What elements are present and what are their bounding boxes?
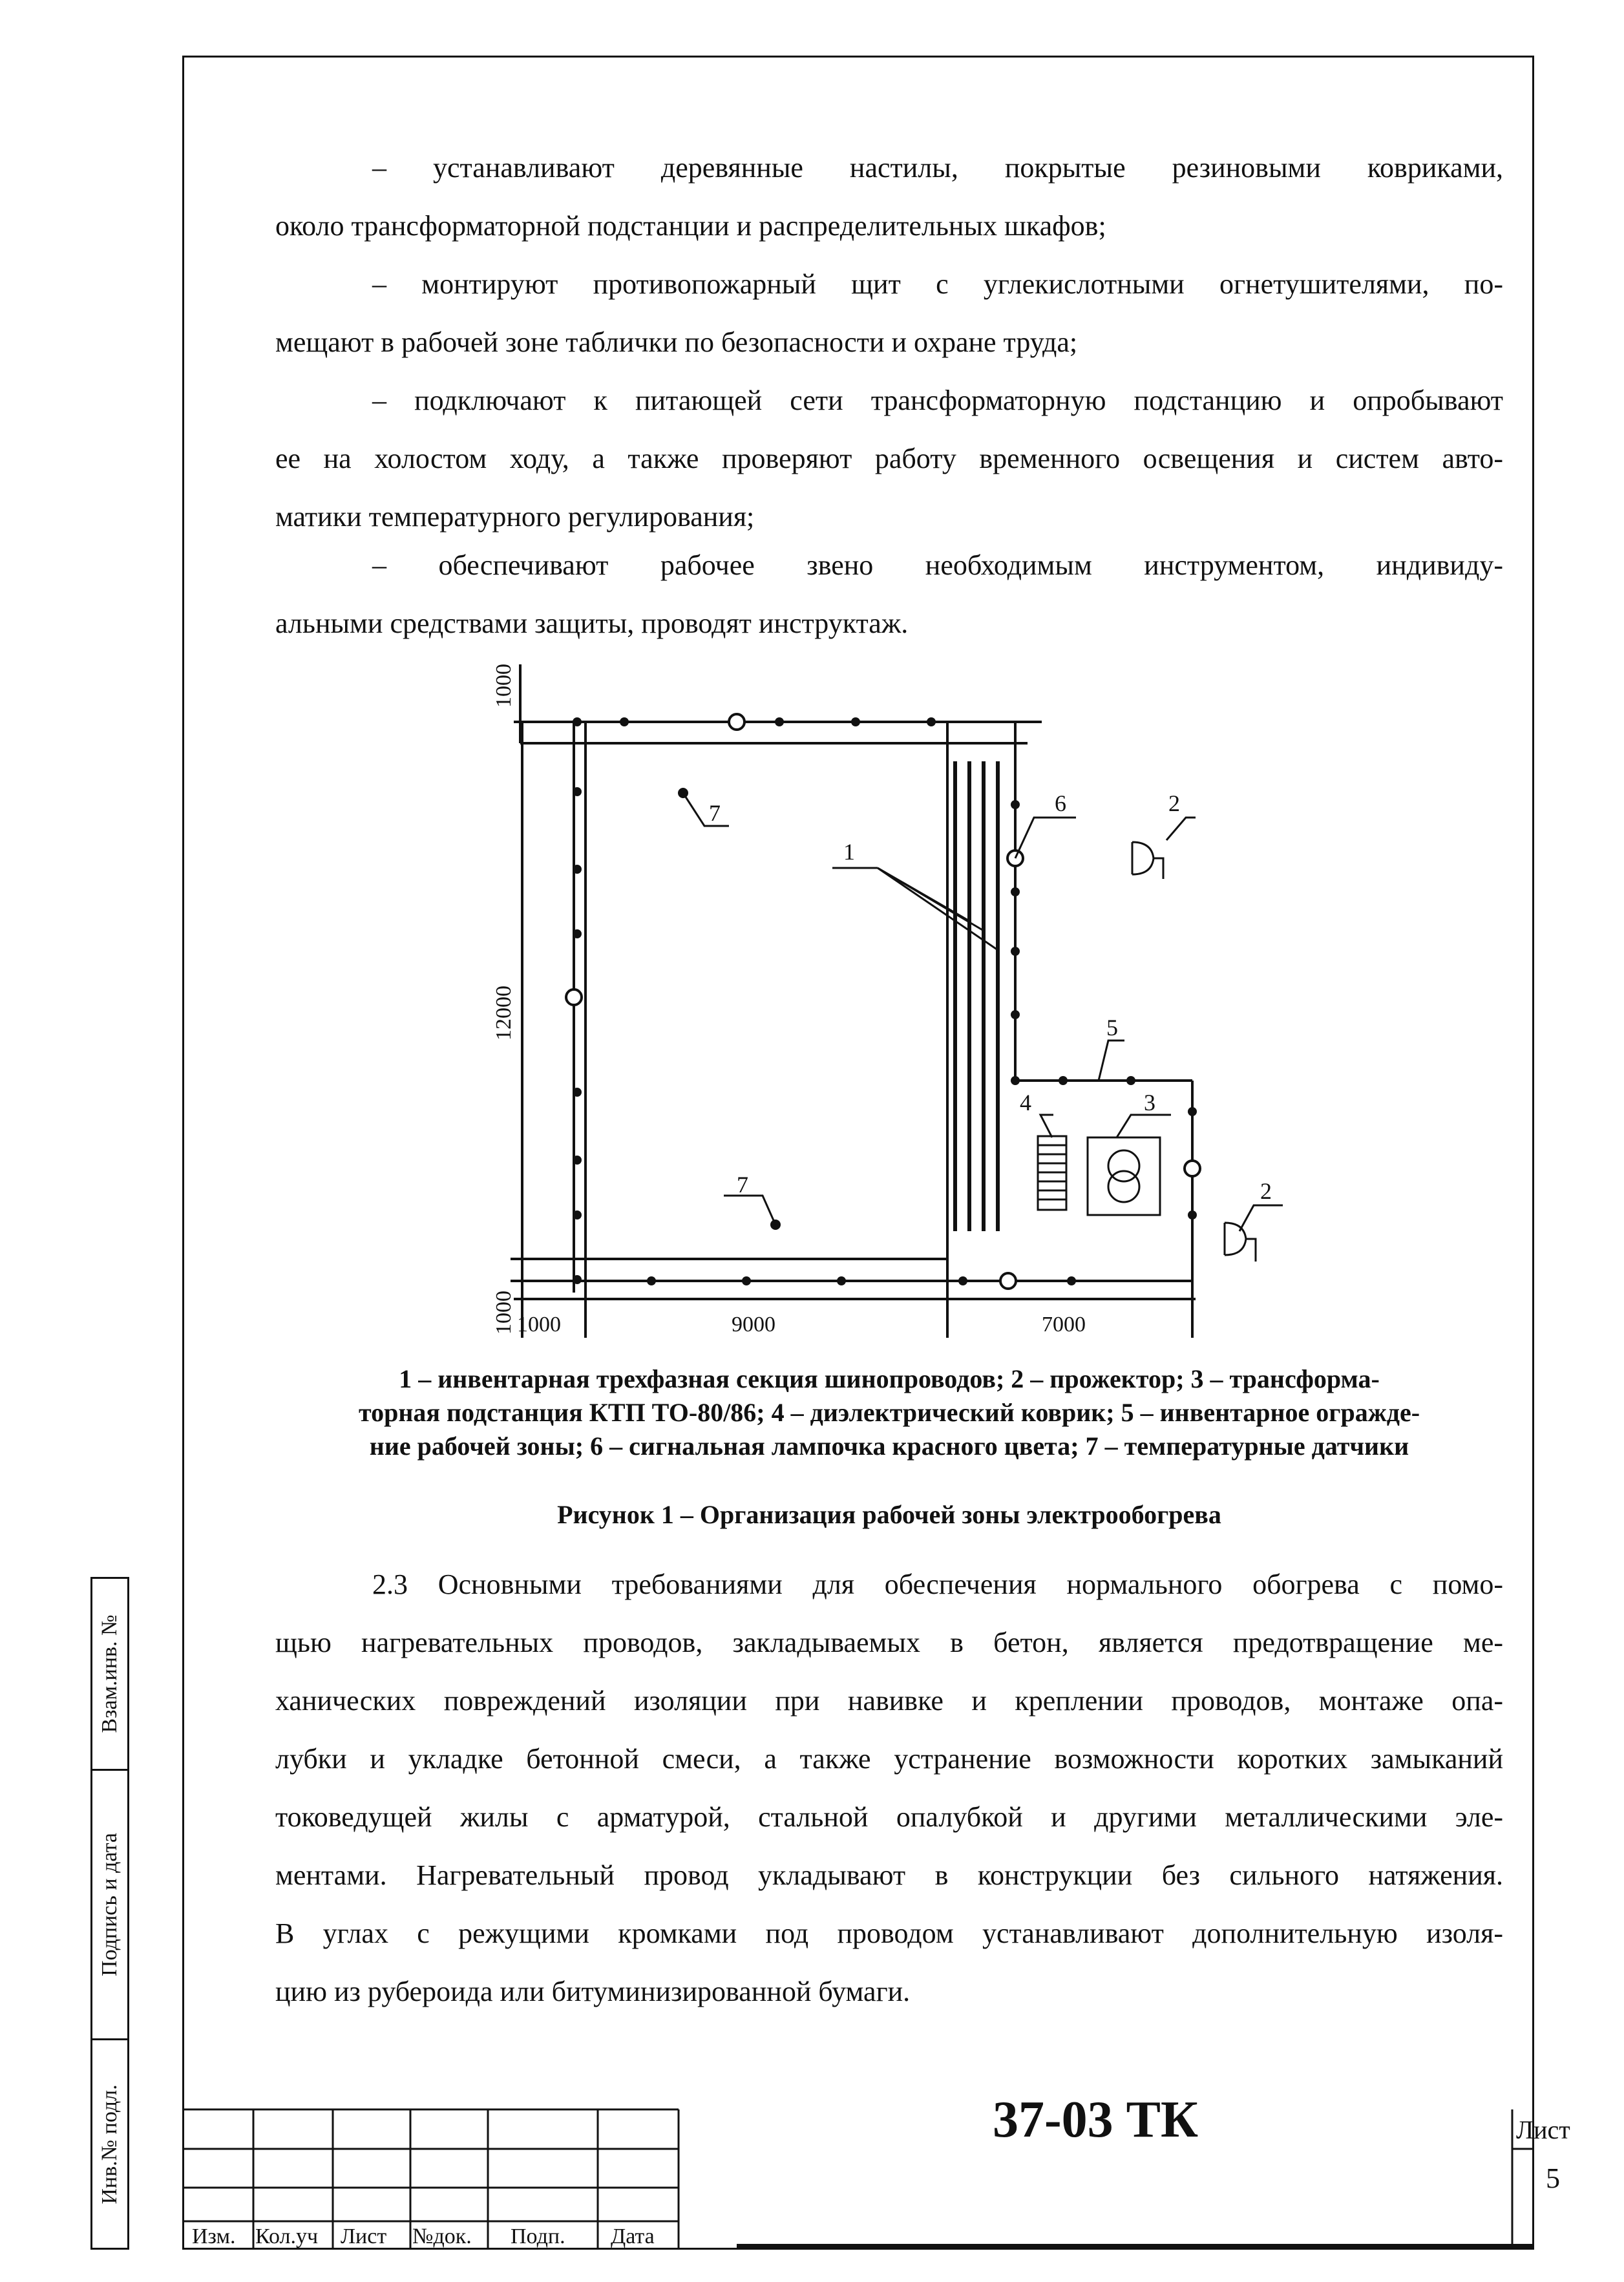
dim-bottom-left: 1000 xyxy=(492,1291,516,1335)
tb-col-ndok: №док. xyxy=(412,2224,472,2248)
dim-bottom-c: 7000 xyxy=(1042,1313,1086,1336)
label-3: 3 xyxy=(1144,1090,1155,1115)
figure-title: Рисунок 1 – Организация рабочей зоны электрообогрева xyxy=(557,1500,1221,1529)
label-2: 2 xyxy=(1168,790,1180,816)
line: токоведущей жилы с арматурой, стальной опалубкой и другими металлическими эле- xyxy=(275,1801,1503,1833)
stamp-label: Подпись и дата xyxy=(98,1833,121,1976)
tb-col-kolvo: Кол.уч xyxy=(255,2224,319,2248)
label-2: 2 xyxy=(1260,1178,1272,1204)
sheet-label: Лист xyxy=(1516,2115,1570,2144)
dim-bottom-a: 1000 xyxy=(517,1313,561,1336)
line: – подключают к питающей сети трансформаторную подстанцию и опробывают xyxy=(372,385,1503,416)
line: – обеспечивают рабочее звено необходимым инструментом, индивиду- xyxy=(372,549,1503,581)
tb-col-izm: Изм. xyxy=(192,2224,236,2248)
label-6: 6 xyxy=(1055,790,1066,816)
dim-left: 12000 xyxy=(492,986,516,1041)
document-code: 37-03 ТК xyxy=(992,2091,1198,2148)
legend-line: ние рабочей зоны; 6 – сигнальная лампочка красного цвета; 7 – температурные датчики xyxy=(369,1432,1409,1461)
legend-line: торная подстанция КТП ТО-80/86; 4 – диэлектрический коврик; 5 – инвентарное огражде- xyxy=(358,1398,1420,1427)
label-1: 1 xyxy=(843,839,855,865)
tb-col-podp: Подп. xyxy=(511,2224,565,2248)
line: около трансформаторной подстанции и распределительных шкафов; xyxy=(275,210,1106,242)
tb-col-data: Дата xyxy=(611,2224,655,2248)
line: ханических повреждений изоляции при навивке и креплении проводов, монтаже опа- xyxy=(275,1685,1503,1717)
line: 2.3 Основными требованиями для обеспечения нормального обогрева с помо- xyxy=(372,1569,1503,1600)
line: цию из рубероида или битуминизированной бумаги. xyxy=(275,1976,911,2007)
stamp-label: Взам.инв. № xyxy=(98,1614,121,1733)
line: матики температурного регулирования; xyxy=(275,501,755,533)
line: – устанавливают деревянные настилы, покрытые резиновыми ковриками, xyxy=(372,152,1503,184)
label-4: 4 xyxy=(1020,1090,1031,1115)
dim-bottom-b: 9000 xyxy=(732,1313,775,1336)
tb-col-list: Лист xyxy=(341,2224,387,2248)
dim-top: 1000 xyxy=(492,664,516,708)
line: альными средствами защиты, проводят инструктаж. xyxy=(275,607,909,639)
line: В углах с режущими кромками под проводом устанавливают дополнительную изоля- xyxy=(275,1918,1503,1949)
line: – монтируют противопожарный щит с углекислотными огнетушителями, по- xyxy=(372,268,1503,300)
line: щью нагревательных проводов, закладываемых в бетон, является предотвращение ме- xyxy=(275,1627,1503,1658)
label-7: 7 xyxy=(709,800,721,826)
line: лубки и укладке бетонной смеси, а также устранение возможности коротких замыканий xyxy=(275,1743,1503,1775)
label-7: 7 xyxy=(737,1172,748,1198)
line: мещают в рабочей зоне таблички по безопасности и охране труда; xyxy=(275,326,1078,358)
sheet-number: 5 xyxy=(1546,2162,1560,2194)
line: ментами. Нагревательный провод укладывают в конструкции без сильного натяжения. xyxy=(275,1859,1503,1891)
stamp-label: Инв.№ подл. xyxy=(98,2084,121,2204)
label-5: 5 xyxy=(1106,1015,1118,1041)
line: ее на холостом ходу, а также проверяют работу временного освещения и систем авто- xyxy=(275,443,1503,474)
legend-line: 1 – инвентарная трехфазная секция шинопроводов; 2 – прожектор; 3 – трансформа- xyxy=(399,1364,1380,1393)
